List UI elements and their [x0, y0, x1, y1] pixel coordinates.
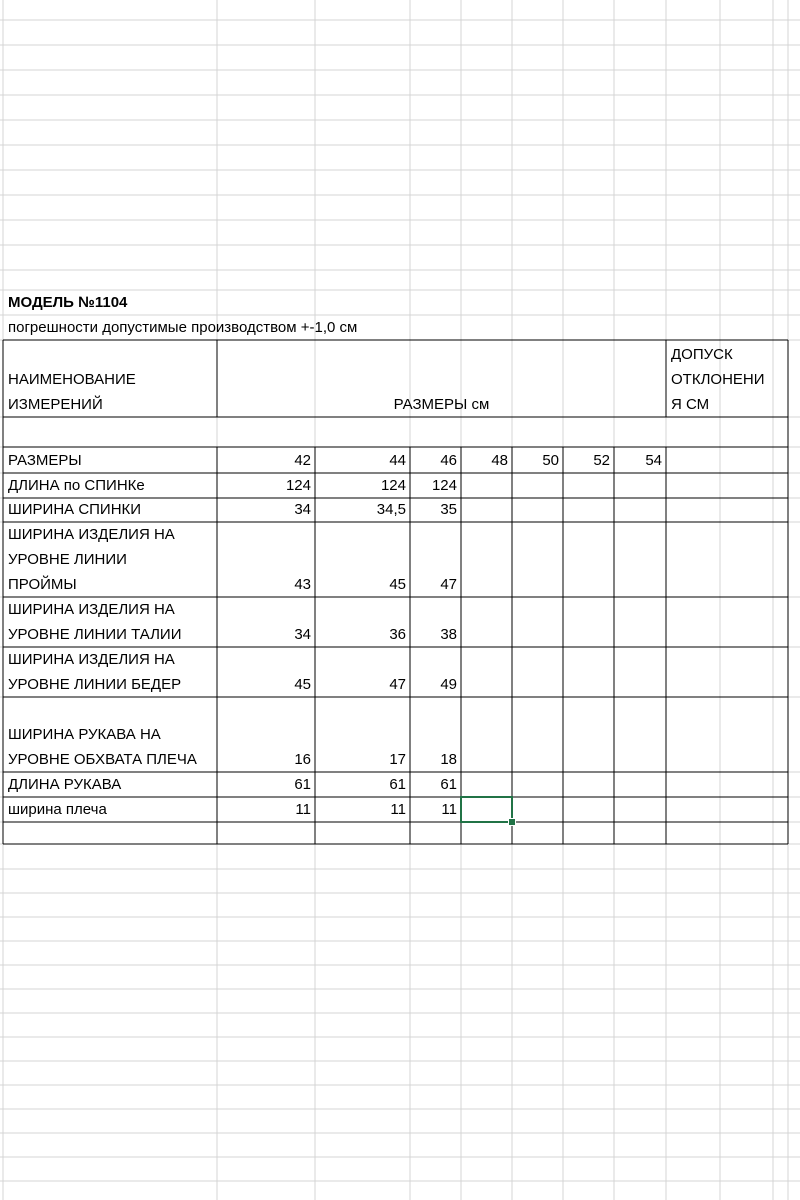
measurement-value[interactable] — [217, 498, 315, 522]
size-value-52-text: 52 — [593, 451, 610, 469]
measurement-row-label[interactable] — [3, 647, 217, 697]
measurement-value[interactable] — [315, 522, 410, 597]
measurement-value[interactable] — [315, 772, 410, 797]
measurement-value-text: 43 — [294, 576, 311, 593]
measurement-value[interactable] — [217, 772, 315, 797]
measurement-value-text: 61 — [294, 776, 311, 793]
measurement-value[interactable] — [410, 522, 461, 597]
measurement-value-text: 124 — [380, 477, 406, 494]
measurement-value-text: 11 — [390, 801, 406, 818]
measurement-value-text: 124 — [431, 477, 457, 494]
selected-cell[interactable] — [460, 796, 513, 823]
measurement-value[interactable] — [410, 697, 461, 772]
measurement-value[interactable] — [217, 522, 315, 597]
size-value-42-text: 42 — [294, 451, 311, 469]
measurement-value-text: 45 — [389, 576, 406, 593]
size-value-52[interactable] — [563, 447, 614, 473]
measurement-value[interactable] — [315, 797, 410, 822]
measurement-row-label-text: ДЛИНА по СПИНКе — [8, 477, 145, 494]
measurement-value-text: 11 — [295, 801, 311, 818]
measurement-value-text: 61 — [389, 776, 406, 793]
model-title[interactable] — [3, 290, 503, 315]
measurement-value[interactable] — [217, 797, 315, 822]
measurement-row-label-text: ШИРИНА РУКАВА НА УРОВНЕ ОБХВАТА ПЛЕЧА — [8, 726, 197, 768]
header-measurement-name-text: НАИМЕНОВАНИЕ ИЗМЕРЕНИЙ — [8, 371, 136, 413]
measurement-value-text: 34 — [294, 501, 311, 518]
size-value-50-text: 50 — [542, 451, 559, 469]
measurement-row-label[interactable] — [3, 498, 217, 522]
measurement-row-label-text: ШИРИНА ИЗДЕЛИЯ НА УРОВНЕ ЛИНИИ ПРОЙМЫ — [8, 526, 175, 593]
measurement-value[interactable] — [410, 772, 461, 797]
measurement-value-text: 124 — [285, 477, 311, 494]
size-value-50[interactable] — [512, 447, 563, 473]
sizes-row-label-text: РАЗМЕРЫ — [8, 451, 82, 469]
measurement-row-label-text: ШИРИНА СПИНКИ — [8, 501, 142, 518]
sizes-row-label[interactable] — [3, 447, 217, 473]
measurement-value-text: 11 — [441, 801, 457, 818]
size-value-44-text: 44 — [389, 451, 406, 469]
measurement-value-text: 61 — [440, 776, 457, 793]
header-sizes-text: РАЗМЕРЫ см — [393, 396, 490, 413]
measurement-value[interactable] — [410, 797, 461, 822]
tolerance-note[interactable] — [3, 315, 503, 340]
size-value-46-text: 46 — [440, 451, 457, 469]
measurement-row-label-text: ширина плеча — [8, 801, 107, 818]
measurement-value[interactable] — [315, 647, 410, 697]
size-value-48[interactable] — [461, 447, 512, 473]
measurement-value-text: 35 — [440, 501, 457, 518]
measurement-value[interactable] — [315, 697, 410, 772]
measurement-row-label[interactable] — [3, 522, 217, 597]
measurement-value-text: 38 — [440, 626, 457, 643]
measurement-value[interactable] — [410, 647, 461, 697]
fill-handle[interactable] — [508, 818, 516, 826]
measurement-value-text: 34 — [294, 626, 311, 643]
measurement-row-label[interactable] — [3, 697, 217, 772]
measurement-value-text: 47 — [440, 576, 457, 593]
measurement-row-label[interactable] — [3, 797, 217, 822]
measurement-value-text: 45 — [294, 676, 311, 693]
measurement-value[interactable] — [410, 597, 461, 647]
size-value-54-text: 54 — [645, 451, 662, 469]
measurement-row-label-text: ШИРИНА ИЗДЕЛИЯ НА УРОВНЕ ЛИНИИ ТАЛИИ — [8, 601, 182, 643]
measurement-value-text: 18 — [440, 751, 457, 768]
measurement-value[interactable] — [217, 647, 315, 697]
measurement-value-text: 17 — [389, 751, 406, 768]
size-value-54[interactable] — [614, 447, 666, 473]
measurement-value[interactable] — [315, 473, 410, 498]
measurement-value[interactable] — [315, 498, 410, 522]
tolerance-note-text: погрешности допустимые производством +-1,0 см — [8, 319, 358, 336]
measurement-value[interactable] — [315, 597, 410, 647]
measurement-value[interactable] — [217, 697, 315, 772]
measurement-value-text: 16 — [294, 751, 311, 768]
header-sizes[interactable] — [217, 340, 666, 417]
measurement-value[interactable] — [217, 597, 315, 647]
size-value-42[interactable] — [217, 447, 315, 473]
size-value-46[interactable] — [410, 447, 461, 473]
measurement-value-text: 36 — [389, 626, 406, 643]
measurement-row-label[interactable] — [3, 597, 217, 647]
measurement-value-text: 34,5 — [376, 501, 406, 518]
measurement-value[interactable] — [217, 473, 315, 498]
measurement-row-label[interactable] — [3, 473, 217, 498]
measurement-row-label[interactable] — [3, 772, 217, 797]
header-tolerance-text: ДОПУСК ОТКЛОНЕНИ Я СМ — [671, 346, 765, 413]
measurement-value-text: 49 — [440, 676, 457, 693]
header-tolerance[interactable] — [666, 340, 788, 417]
size-value-44[interactable] — [315, 447, 410, 473]
measurement-row-label-text: ДЛИНА РУКАВА — [8, 776, 122, 793]
size-value-48-text: 48 — [491, 451, 508, 469]
measurement-value[interactable] — [410, 498, 461, 522]
measurement-row-label-text: ШИРИНА ИЗДЕЛИЯ НА УРОВНЕ ЛИНИИ БЕДЕР — [8, 651, 182, 693]
measurement-value[interactable] — [410, 473, 461, 498]
header-measurement-name[interactable] — [3, 340, 217, 417]
measurement-value-text: 47 — [389, 676, 406, 693]
model-title-text: МОДЕЛЬ №1104 — [8, 294, 128, 311]
